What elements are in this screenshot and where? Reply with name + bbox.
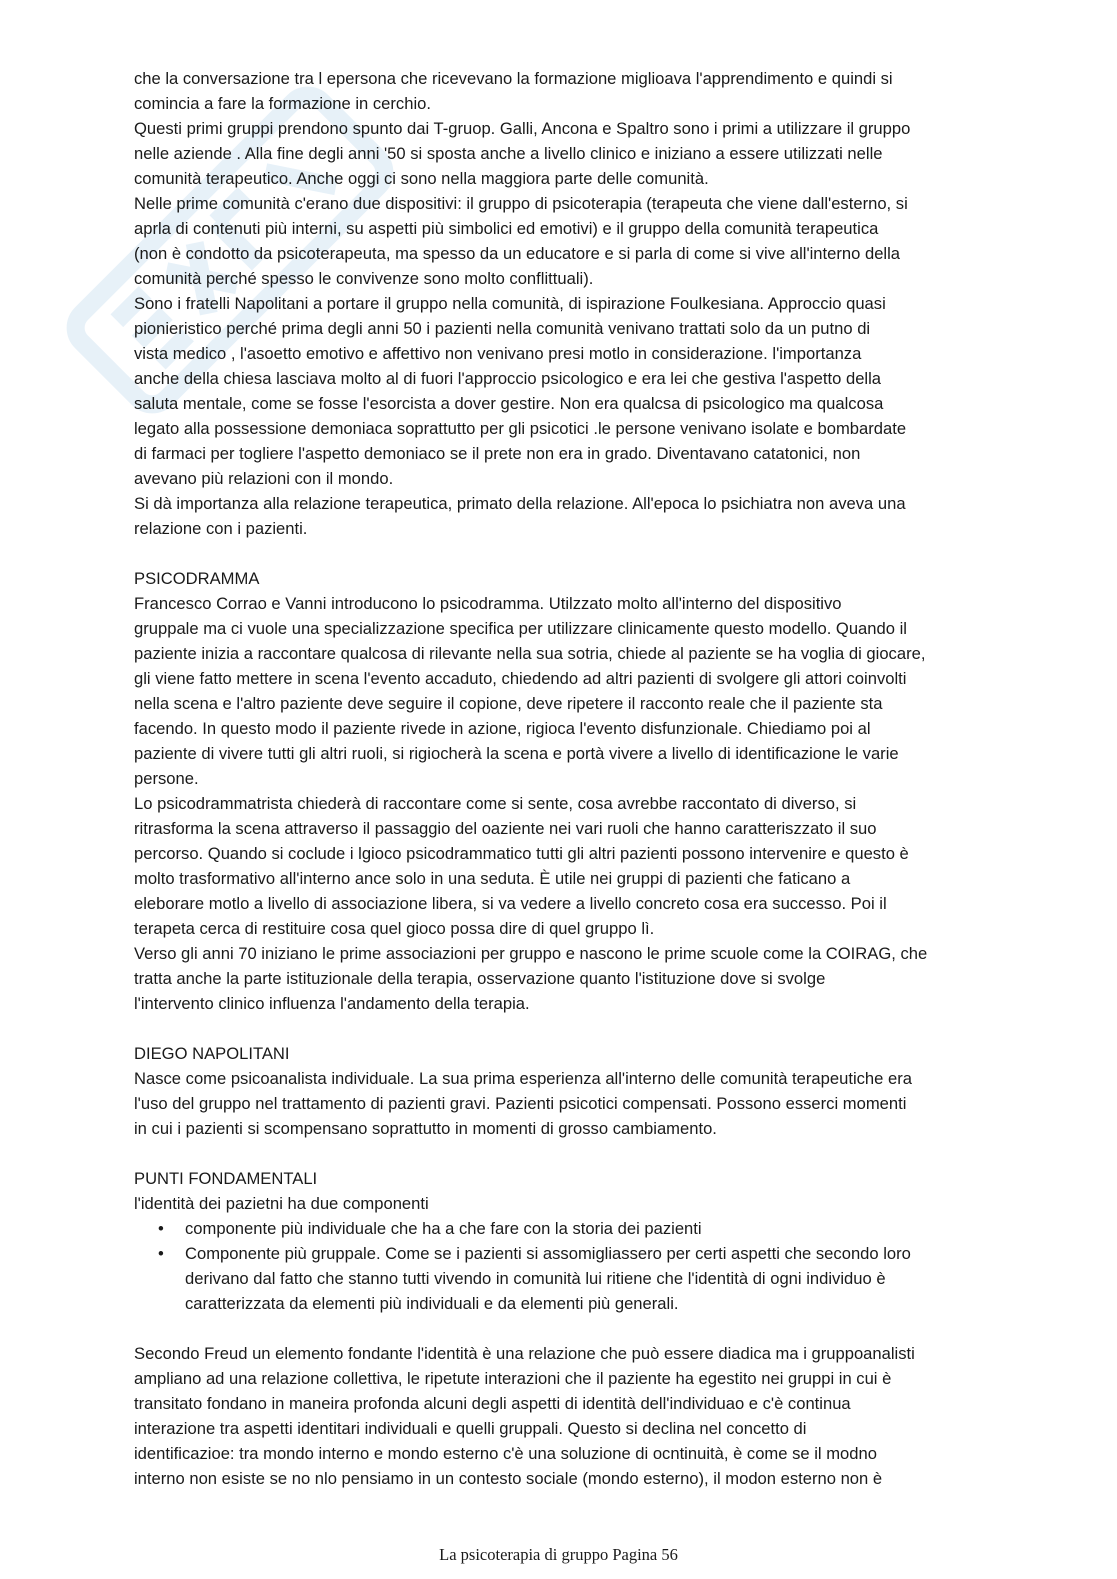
text-line: persone. (134, 769, 199, 788)
bullet-item (134, 1241, 1034, 1316)
text-line: anche della chiesa lasciava molto al di fuori l'approccio psicologico e era lei che gestiva l'aspetto della (134, 369, 882, 388)
bullet-item (134, 1216, 1034, 1241)
text-line: l'identità dei pazietni ha due componenti (134, 1194, 429, 1213)
section-heading: DIEGO NAPOLITANI (134, 1044, 290, 1063)
text-line: terapeta cerca di restituire cosa quel gioco possa dire di quel gruppo lì. (134, 919, 655, 938)
text-line: nelle aziende . Alla fine degli anni '50 si sposta anche a livello clinico e iniziano a essere utilizzati nelle (134, 144, 883, 163)
text-line: caratterizzata da elementi più individuali e da elementi più generali. (185, 1294, 679, 1313)
paragraph-gap (134, 1316, 1034, 1341)
text-line: avevano più relazioni con il mondo. (134, 469, 394, 488)
bullet-icon: • (158, 1244, 164, 1263)
text-line: Sono i fratelli Napolitani a portare il gruppo nella comunità, di ispirazione Foulkesiana. Approccio quasi (134, 294, 886, 313)
text-line: Componente più gruppale. Come se i pazienti si assomigliassero per certi aspetti che secondo loro (185, 1244, 911, 1263)
text-line: comunità perché spesso le convivenze sono molto conflittuali). (134, 269, 594, 288)
text-line: paziente inizia a raccontare qualcosa di rilevante nella sua sotria, chiede al paziente se ha voglia di giocare, (134, 644, 926, 663)
text-line: in cui i pazienti si scompensano soprattutto in momenti di grosso cambiamento. (134, 1119, 717, 1138)
page-footer: La psicoterapia di gruppo Pagina 56 (439, 1545, 678, 1564)
text-line: gli viene fatto mettere in scena l'evento accaduto, chiedendo ad altri pazienti di svolgere gli attori coinvolti (134, 669, 907, 688)
text-line: percorso. Quando si coclude i lgioco psicodrammatico tutti gli altri pazienti possono intervenire e questo è (134, 844, 909, 863)
section-heading: PUNTI FONDAMENTALI (134, 1169, 318, 1188)
text-line: Si dà importanza alla relazione terapeutica, primato della relazione. All'epoca lo psichiatra non aveva una (134, 494, 906, 513)
text-line: eleborare motlo a livello di associazione libera, si va vedere a livello concreto cosa era successo. Poi il (134, 894, 887, 913)
freud-section (134, 1341, 1034, 1491)
intro-section (134, 66, 1034, 541)
text-line: gruppale ma ci vuole una specializzazione specifica per utilizzare clinicamente questo modello. Quando il (134, 619, 907, 638)
text-line: relazione con i pazienti. (134, 519, 308, 538)
text-line: facendo. In questo modo il paziente rivede in azione, rigioca l'evento disfunzionale. Chiediamo poi al (134, 719, 871, 738)
psicodramma-section (134, 566, 1034, 1016)
text-line: nella scena e l'altro paziente deve seguire il copione, deve ripetere il racconto reale che il paziente sta (134, 694, 883, 713)
page-body (134, 66, 1034, 1491)
text-line: Francesco Corrao e Vanni introducono lo psicodramma. Utilzzato molto all'interno del dispositivo (134, 594, 842, 613)
text-line: Lo psicodrammatrista chiederà di raccontare come si sente, cosa avrebbe raccontato di diverso, si (134, 794, 857, 813)
text-line: Nasce come psicoanalista individuale. La sua prima esperienza all'interno delle comunità terapeutiche era (134, 1069, 912, 1088)
text-line: interazione tra aspetti identitari individuali e quelli gruppali. Questo si declina nel concetto di (134, 1419, 807, 1438)
text-line: legato alla possessione demoniaca soprattutto per gli psicotici .le persone venivano isolate e bombardate (134, 419, 907, 438)
text-line: pionieristico perché prima degli anni 50 i pazienti nella comunità venivano trattati solo da un putno di (134, 319, 871, 338)
paragraph-gap (134, 1016, 1034, 1041)
text-line: Nelle prime comunità c'erano due dispositivi: il gruppo di psicoterapia (terapeuta che viene dall'esterno, si (134, 194, 908, 213)
text-line: molto trasformativo all'interno ance solo in una seduta. È utile nei gruppi di pazienti che faticano a (134, 869, 851, 888)
text-line: componente più individuale che ha a che fare con la storia dei pazienti (185, 1219, 702, 1238)
text-line: interno non esiste se no nlo pensiamo in un contesto sociale (mondo esterno), il modon esterno non è (134, 1469, 883, 1488)
text-line: derivano dal fatto che stanno tutti vivendo in comunità lui ritiene che l'identità di ogni individuo è (185, 1269, 886, 1288)
text-line: ampliano ad una relazione collettiva, le ripetute interazioni che il paziente ha egestito nei gruppi in cui è (134, 1369, 892, 1388)
text-line: comincia a fare la formazione in cerchio. (134, 94, 431, 113)
text-line: ritrasforma la scena attraverso il passaggio del oaziente nei vari ruoli che hanno caratteriszzato il suo (134, 819, 877, 838)
text-line: identificazioe: tra mondo interno e mondo esterno c'è una soluzione di ocntinuità, è come se il modno (134, 1444, 877, 1463)
text-line: che la conversazione tra l epersona che ricevevano la formazione miglioava l'apprendimento e quindi si (134, 69, 893, 88)
paragraph-gap (134, 541, 1034, 566)
text-line: l'uso del gruppo nel trattamento di pazienti gravi. Pazienti psicotici compensati. Possono esserci momenti (134, 1094, 907, 1113)
text-line: l'intervento clinico influenza l'andamento della terapia. (134, 994, 530, 1013)
paragraph-gap (134, 1141, 1034, 1166)
text-line: tratta anche la parte istituzionale della terapia, osservazione quanto l'istituzione dove si svolge (134, 969, 826, 988)
text-line: vista medico , l'asoetto emotivo e affettivo non venivano presi motlo in considerazione. l'importanza (134, 344, 862, 363)
punti-fondamentali-section (134, 1166, 1034, 1316)
bullet-list (134, 1216, 1034, 1316)
bullet-icon: • (158, 1219, 164, 1238)
section-heading: PSICODRAMMA (134, 569, 260, 588)
text-line: Questi primi gruppi prendono spunto dai T-gruop. Galli, Ancona e Spaltro sono i primi a utilizzare il gruppo (134, 119, 911, 138)
text-line: di farmaci per togliere l'aspetto demoniaco se il prete non era in grado. Diventavano catatonici, non (134, 444, 861, 463)
text-line: Secondo Freud un elemento fondante l'identità è una relazione che può essere diadica ma i gruppoanalisti (134, 1344, 915, 1363)
text-line: paziente di vivere tutti gli altri ruoli, si rigiocherà la scena e portà vivere a livello di identificazione le varie (134, 744, 899, 763)
text-line: Verso gli anni 70 iniziano le prime associazioni per gruppo e nascono le prime scuole come la COIRAG, che (134, 944, 928, 963)
text-line: (non è condotto da psicoterapeuta, ma spesso da un educatore e si parla di come si vive all'interno della (134, 244, 901, 263)
napolitani-section (134, 1041, 1034, 1141)
text-line: aprla di contenuti più interni, su aspetti più simbolici ed emotivi) e il gruppo della comunità terapeutica (134, 219, 879, 238)
text-line: comunità terapeutico. Anche oggi ci sono nella maggiora parte delle comunità. (134, 169, 709, 188)
text-line: saluta mentale, come se fosse l'esorcista a dover gestire. Non era qualcsa di psicologico ma qualcosa (134, 394, 884, 413)
text-line: transitato fondano in maneira profonda alcuni degli aspetti di identità dell'individuao e c'è continua (134, 1394, 851, 1413)
